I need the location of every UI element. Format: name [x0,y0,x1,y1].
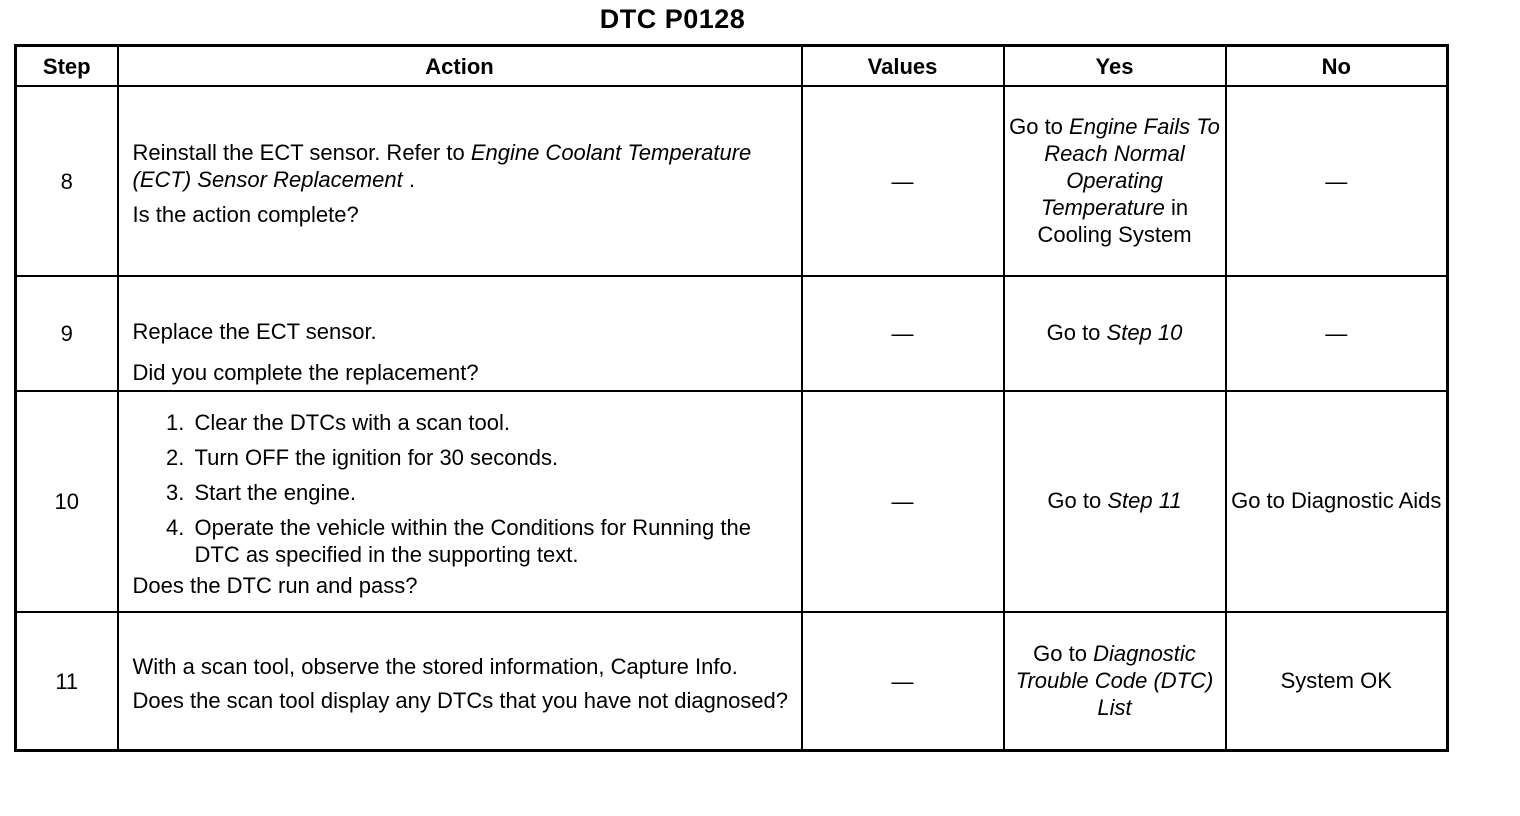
action-instruction: With a scan tool, observe the stored information, Capture Info. [132,654,738,679]
values-cell: — [802,86,1004,276]
yes-prefix: Go to [1033,640,1094,666]
action-reference-link: Engine Coolant Temperature (ECT) Sensor Replacement [132,139,752,192]
values-cell: — [802,612,1004,751]
table-row [16,86,1448,276]
yes-cell [1004,86,1226,276]
yes-cell [1004,612,1226,751]
step-number: 8 [16,86,118,276]
yes-reference-link: Step 10 [1106,320,1183,345]
action-instruction: Replace the ECT sensor. [132,319,377,344]
yes-prefix: Go to [1009,113,1070,139]
yes-prefix: Go to [1046,320,1107,345]
action-cell [118,391,802,612]
header-no: No [1226,46,1448,87]
action-text: Reinstall the ECT sensor. Refer to [132,139,471,165]
yes-reference-link: Engine Fails To Reach Normal Operating Temperature [1040,113,1220,220]
step-number: 11 [16,612,118,751]
values-cell: — [802,391,1004,612]
no-cell: Go to Diagnostic Aids [1226,391,1448,612]
no-cell: System OK [1226,612,1448,751]
step-number: 9 [16,276,118,391]
action-steps-list [133,409,791,568]
diagnostic-table [14,44,1449,752]
action-cell [118,276,802,391]
header-yes: Yes [1004,46,1226,87]
step-number: 10 [16,391,118,612]
action-question: Did you complete the replacement? [132,360,479,385]
table-row [16,391,1448,612]
values-cell: — [802,276,1004,391]
header-values: Values [802,46,1004,87]
no-cell: — [1226,86,1448,276]
no-cell: — [1226,276,1448,391]
yes-reference-link: Diagnostic Trouble Code (DTC) List [1015,640,1214,720]
header-row [16,46,1448,87]
list-item: 3. Start the engine. [191,479,791,506]
yes-prefix: Go to [1047,488,1108,513]
table-row [16,612,1448,751]
action-cell [118,86,802,276]
action-cell [118,612,802,751]
action-instruction [133,139,791,193]
action-text-end: . [402,166,415,192]
yes-cell [1004,276,1226,391]
yes-cell [1004,391,1226,612]
list-item: 4. Operate the vehicle within the Conditions for Running the DTC as specified in the supporting text. [191,514,791,568]
page-title: DTC P0128 [599,4,746,34]
action-question: Is the action complete? [132,201,359,227]
action-question: Does the DTC run and pass? [132,572,418,598]
header-action: Action [118,46,802,87]
yes-suffix: in Cooling System [1037,194,1192,247]
yes-reference-link: Step 11 [1107,488,1182,513]
list-item: 1. Clear the DTCs with a scan tool. [191,409,791,436]
header-step: Step [16,46,118,87]
action-question: Does the scan tool display any DTCs that you have not diagnosed? [132,688,789,713]
table-row [16,276,1448,391]
list-item: 2. Turn OFF the ignition for 30 seconds. [191,444,791,471]
